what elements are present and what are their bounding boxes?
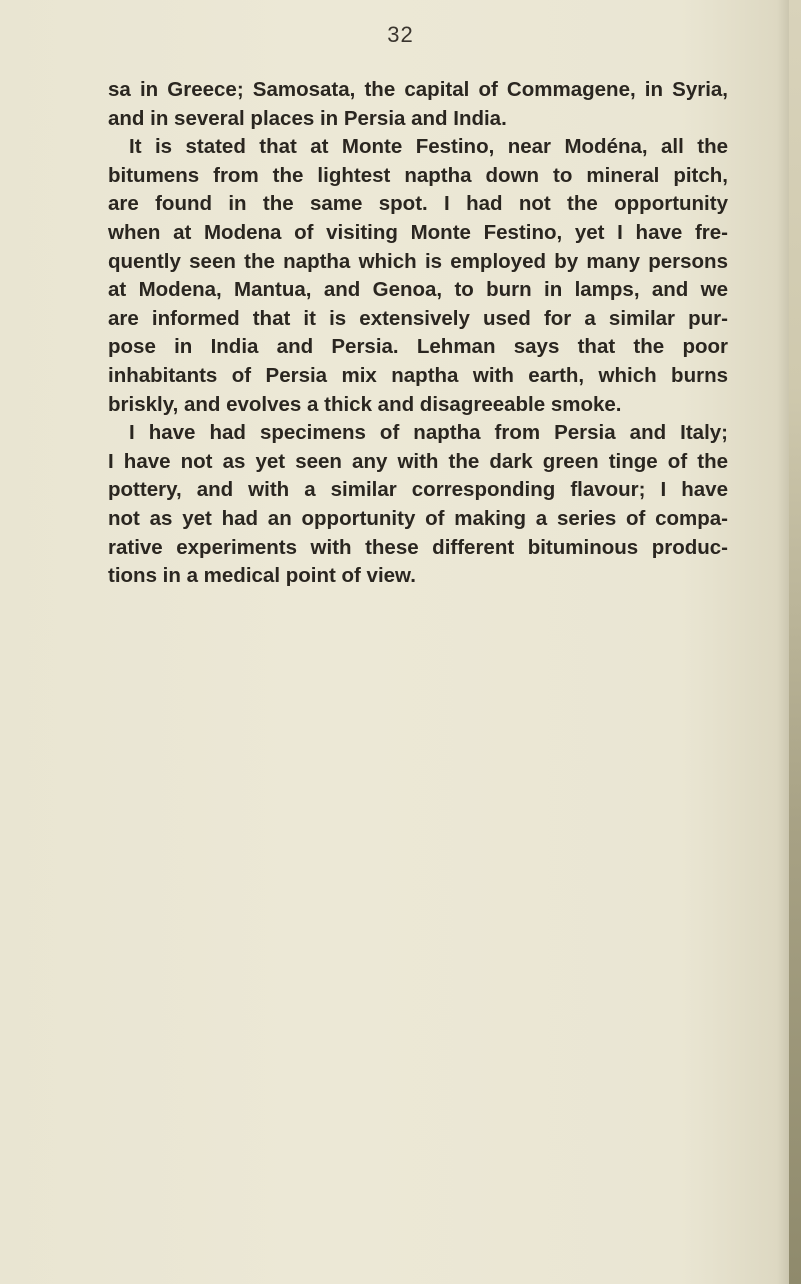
page-number: 32 bbox=[387, 22, 414, 47]
text-line: are found in the same spot. I had not the opportunity bbox=[108, 192, 728, 216]
text-line: and in several places in Persia and India. bbox=[108, 106, 507, 130]
text-line: tions in a medical point of view. bbox=[108, 564, 416, 588]
text-line: not as yet had an opportunity of making a series of compa- bbox=[108, 506, 728, 530]
text-line: I have not as yet seen any with the dark green tinge of the bbox=[108, 449, 728, 473]
text-line: pottery, and with a similar corresponding flavour; I have bbox=[108, 478, 728, 502]
text-line: It is stated that at Monte Festino, near Modéna, all the bbox=[129, 135, 728, 159]
text-line: when at Modena of visiting Monte Festino, yet I have fre- bbox=[108, 220, 728, 244]
page-edge bbox=[789, 0, 801, 1284]
text-line: pose in India and Persia. Lehman says that the poor bbox=[108, 335, 728, 359]
paragraph bbox=[108, 133, 728, 419]
text-line: sa in Greece; Samosata, the capital of Commagene, in Syria, bbox=[108, 78, 728, 101]
text-line: inhabitants of Persia mix naptha with earth, which burns bbox=[108, 363, 728, 387]
text-line: briskly, and evolves a thick and disagreeable smoke. bbox=[108, 392, 622, 416]
text-line: quently seen the naptha which is employed by many persons bbox=[108, 249, 728, 273]
text-line: bitumens from the lightest naptha down to mineral pitch, bbox=[108, 163, 728, 187]
text-line: are informed that it is extensively used for a similar pur- bbox=[108, 306, 728, 330]
paragraph bbox=[108, 419, 728, 591]
text-line: rative experiments with these different bituminous produc- bbox=[108, 535, 728, 559]
paragraph bbox=[108, 76, 728, 133]
body-text bbox=[108, 76, 728, 591]
text-line: at Modena, Mantua, and Genoa, to burn in lamps, and we bbox=[108, 278, 728, 302]
text-line: I have had specimens of naptha from Persia and Italy; bbox=[129, 421, 728, 445]
